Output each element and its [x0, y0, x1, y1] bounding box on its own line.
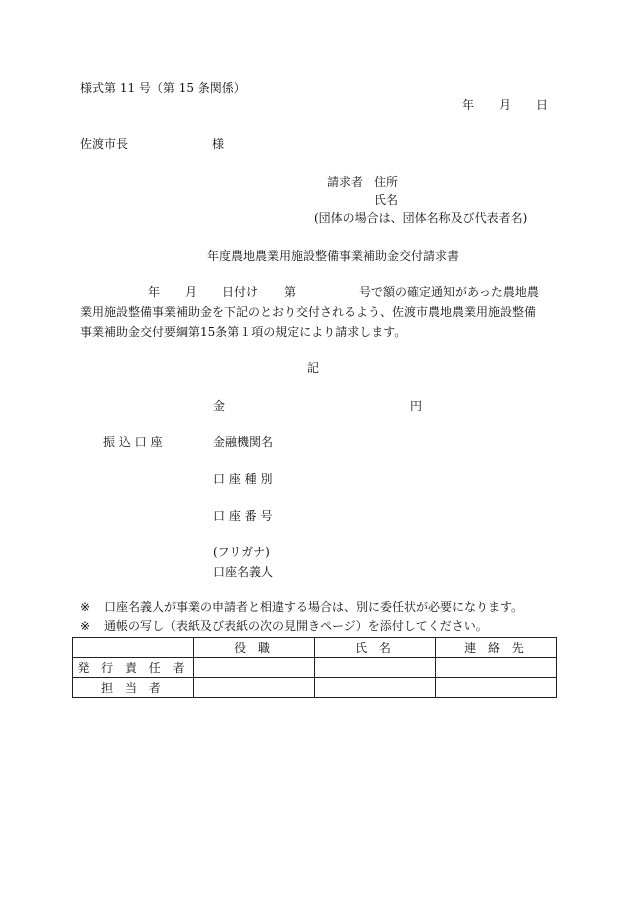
body-line2: 業用施設整備事業補助金を下記のとおり交付されるよう、佐渡市農地農業用施設整備: [80, 305, 537, 319]
date-year-label: 年: [462, 98, 475, 112]
table-header-cell: 氏 名: [315, 638, 436, 658]
note-text: 通帳の写し（表紙及び表紙の次の見開きページ）を添付してください。: [104, 619, 488, 633]
furigana-label: (フリガナ): [213, 545, 270, 559]
name-label: 氏名: [374, 193, 399, 207]
table-cell[interactable]: [436, 658, 557, 678]
row-label-person-in-charge: 担 当 者: [73, 678, 194, 698]
body-month-label: 月: [185, 285, 198, 299]
table-header-cell: 役 職: [194, 638, 315, 658]
table-cell[interactable]: [194, 658, 315, 678]
table-cell[interactable]: [315, 678, 436, 698]
body-line3: 事業補助金交付要綱第15条第１項の規定により請求します。: [80, 325, 407, 339]
table-cell[interactable]: [194, 678, 315, 698]
note-text: 口座名義人が事業の申請者と相違する場合は、別に委任状が必要になります。: [104, 600, 524, 614]
table-cell[interactable]: [315, 658, 436, 678]
bank-section-label: 振 込 口 座: [103, 435, 163, 449]
row-label-issuer: 発 行 責 任 者: [73, 658, 194, 678]
body-line1-rest: 号で額の確定通知があった農地農: [359, 285, 539, 299]
table-row: [73, 658, 557, 678]
ki-label: 記: [307, 361, 320, 375]
document-title: 年度農地農業用施設整備事業補助金交付請求書: [207, 249, 460, 263]
account-number-label: 口 座 番 号: [213, 509, 273, 523]
recipient-name: 佐渡市長: [80, 137, 129, 151]
contact-table: [72, 637, 557, 698]
address-label: 住所: [374, 175, 399, 189]
table-cell[interactable]: [436, 678, 557, 698]
body-dated-label: 日付け: [222, 285, 259, 299]
table-row: [73, 678, 557, 698]
amount-unit: 円: [410, 399, 423, 413]
bank-institution-label: 金融機関名: [213, 435, 274, 449]
form-number: 様式第 11 号（第 15 条関係）: [80, 81, 246, 95]
account-holder-label: 口座名義人: [213, 565, 274, 579]
note-mark: ※: [80, 600, 91, 614]
date-month-label: 月: [499, 98, 512, 112]
table-header-cell: [73, 638, 194, 658]
account-type-label: 口 座 種 別: [213, 472, 273, 486]
note-mark: ※: [80, 619, 91, 633]
recipient-honorific: 様: [212, 137, 225, 151]
body-year-label: 年: [148, 285, 161, 299]
table-header-row: [73, 638, 557, 658]
requester-label: 請求者: [327, 175, 364, 189]
amount-label: 金: [213, 399, 226, 413]
date-day-label: 日: [536, 98, 549, 112]
table-header-cell: 連 絡 先: [436, 638, 557, 658]
body-number-prefix: 第: [284, 285, 297, 299]
requester-note: (団体の場合は、団体名称及び代表者名): [314, 211, 528, 225]
